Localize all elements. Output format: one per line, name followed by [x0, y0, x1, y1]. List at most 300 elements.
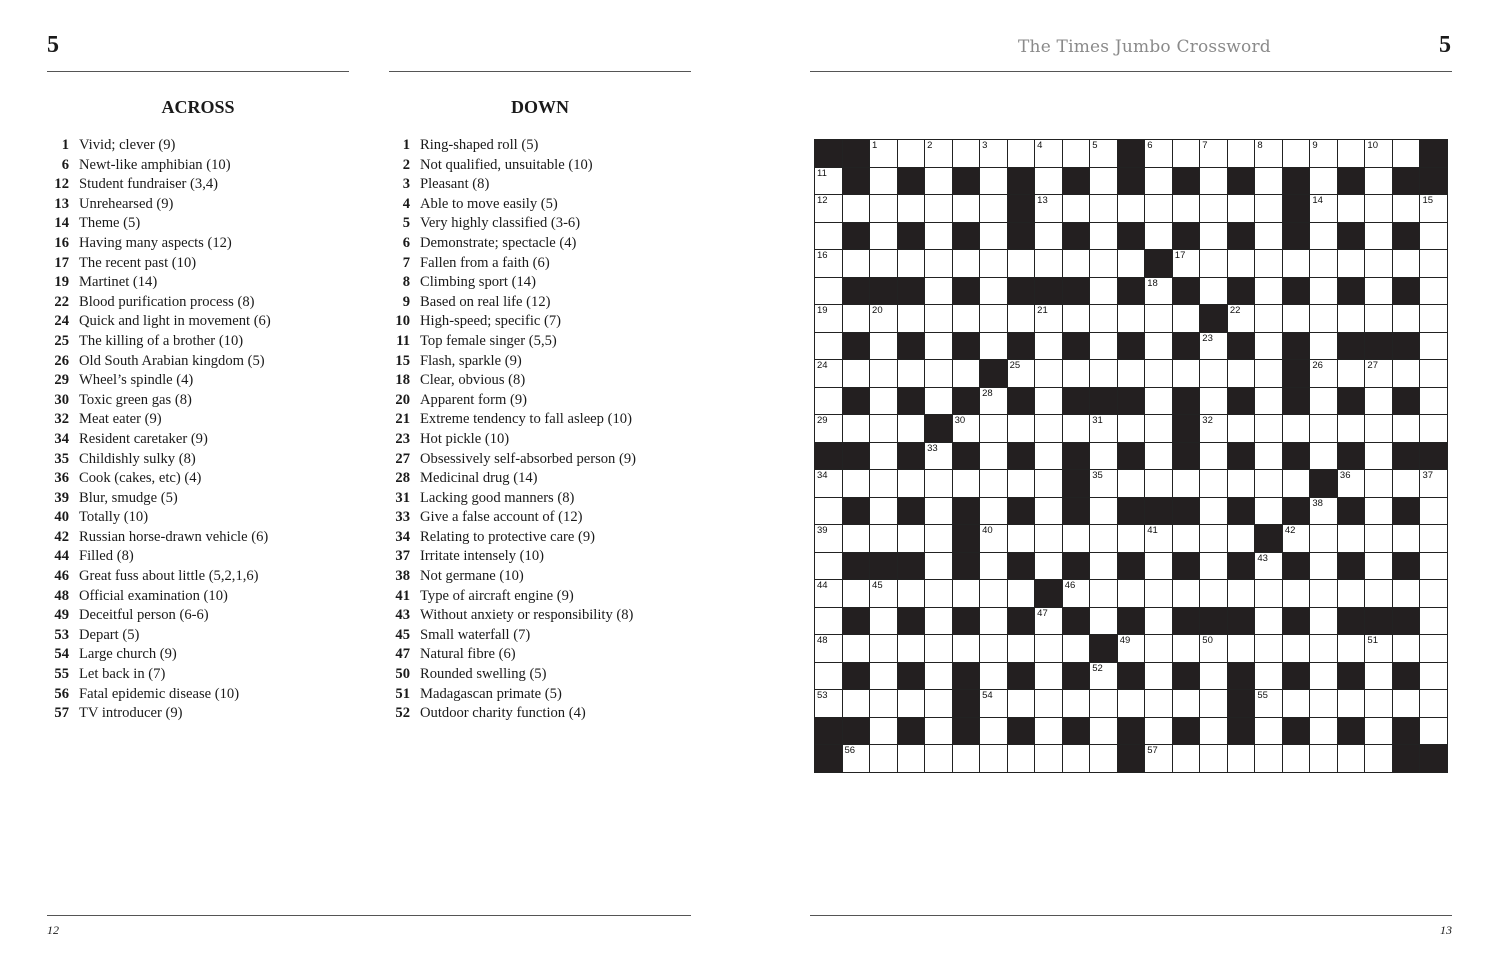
grid-cell[interactable]: [815, 498, 842, 525]
grid-cell[interactable]: [953, 305, 980, 332]
grid-cell[interactable]: [815, 663, 842, 690]
grid-cell[interactable]: [1420, 305, 1447, 332]
grid-cell[interactable]: [1255, 580, 1282, 607]
grid-cell[interactable]: [870, 305, 897, 332]
grid-cell[interactable]: [980, 305, 1007, 332]
grid-cell[interactable]: [1035, 498, 1062, 525]
grid-cell[interactable]: [1035, 443, 1062, 470]
grid-cell[interactable]: [1283, 140, 1310, 167]
grid-cell[interactable]: [815, 195, 842, 222]
grid-cell[interactable]: [1035, 690, 1062, 717]
grid-cell[interactable]: [1145, 580, 1172, 607]
grid-cell[interactable]: [1200, 168, 1227, 195]
grid-cell[interactable]: [1283, 415, 1310, 442]
grid-cell[interactable]: [1420, 498, 1447, 525]
grid-cell[interactable]: [1310, 580, 1337, 607]
grid-cell[interactable]: [1035, 250, 1062, 277]
grid-cell[interactable]: [1365, 360, 1392, 387]
grid-cell[interactable]: [1200, 278, 1227, 305]
grid-cell[interactable]: [1173, 470, 1200, 497]
grid-cell[interactable]: [1090, 525, 1117, 552]
grid-cell[interactable]: [1228, 250, 1255, 277]
grid-cell[interactable]: [898, 635, 925, 662]
grid-cell[interactable]: [1118, 580, 1145, 607]
grid-cell[interactable]: [1310, 140, 1337, 167]
grid-cell[interactable]: [1420, 663, 1447, 690]
grid-cell[interactable]: [1063, 415, 1090, 442]
grid-cell[interactable]: [1118, 470, 1145, 497]
grid-cell[interactable]: [1255, 195, 1282, 222]
grid-cell[interactable]: [1200, 415, 1227, 442]
grid-cell[interactable]: [980, 250, 1007, 277]
grid-cell[interactable]: [1283, 525, 1310, 552]
grid-cell[interactable]: [1310, 498, 1337, 525]
grid-cell[interactable]: [870, 140, 897, 167]
grid-cell[interactable]: [925, 608, 952, 635]
grid-cell[interactable]: [1008, 635, 1035, 662]
grid-cell[interactable]: [1035, 360, 1062, 387]
grid-cell[interactable]: [843, 745, 870, 772]
grid-cell[interactable]: [870, 195, 897, 222]
grid-cell[interactable]: [1200, 580, 1227, 607]
grid-cell[interactable]: [1365, 278, 1392, 305]
grid-cell[interactable]: [898, 525, 925, 552]
grid-cell[interactable]: [1145, 663, 1172, 690]
grid-cell[interactable]: [1228, 525, 1255, 552]
grid-cell[interactable]: [1365, 140, 1392, 167]
grid-cell[interactable]: [1008, 360, 1035, 387]
grid-cell[interactable]: [898, 360, 925, 387]
grid-cell[interactable]: [1420, 415, 1447, 442]
grid-cell[interactable]: [1310, 333, 1337, 360]
grid-cell[interactable]: [1173, 250, 1200, 277]
grid-cell[interactable]: [1200, 525, 1227, 552]
grid-cell[interactable]: [1393, 635, 1420, 662]
grid-cell[interactable]: [1365, 223, 1392, 250]
grid-cell[interactable]: [1255, 498, 1282, 525]
grid-cell[interactable]: [1200, 663, 1227, 690]
grid-cell[interactable]: [843, 635, 870, 662]
grid-cell[interactable]: [1310, 223, 1337, 250]
grid-cell[interactable]: [1090, 333, 1117, 360]
grid-cell[interactable]: [1145, 333, 1172, 360]
grid-cell[interactable]: [980, 140, 1007, 167]
grid-cell[interactable]: [898, 250, 925, 277]
grid-cell[interactable]: [815, 333, 842, 360]
grid-cell[interactable]: [1200, 360, 1227, 387]
grid-cell[interactable]: [1365, 415, 1392, 442]
grid-cell[interactable]: [870, 470, 897, 497]
grid-cell[interactable]: [980, 635, 1007, 662]
grid-cell[interactable]: [870, 388, 897, 415]
grid-cell[interactable]: [1145, 415, 1172, 442]
grid-cell[interactable]: [1420, 470, 1447, 497]
grid-cell[interactable]: [1173, 580, 1200, 607]
grid-cell[interactable]: [870, 360, 897, 387]
grid-cell[interactable]: [1255, 415, 1282, 442]
grid-cell[interactable]: [1035, 470, 1062, 497]
grid-cell[interactable]: [925, 635, 952, 662]
grid-cell[interactable]: [1338, 525, 1365, 552]
grid-cell[interactable]: [1063, 305, 1090, 332]
grid-cell[interactable]: [843, 470, 870, 497]
grid-cell[interactable]: [1090, 250, 1117, 277]
grid-cell[interactable]: [1063, 635, 1090, 662]
grid-cell[interactable]: [1200, 718, 1227, 745]
grid-cell[interactable]: [1310, 195, 1337, 222]
grid-cell[interactable]: [898, 415, 925, 442]
grid-cell[interactable]: [1008, 470, 1035, 497]
grid-cell[interactable]: [1310, 250, 1337, 277]
grid-cell[interactable]: [980, 745, 1007, 772]
grid-cell[interactable]: [980, 580, 1007, 607]
grid-cell[interactable]: [815, 278, 842, 305]
grid-cell[interactable]: [1145, 718, 1172, 745]
grid-cell[interactable]: [980, 608, 1007, 635]
grid-cell[interactable]: [1118, 635, 1145, 662]
grid-cell[interactable]: [980, 278, 1007, 305]
grid-cell[interactable]: [1365, 635, 1392, 662]
grid-cell[interactable]: [1420, 553, 1447, 580]
grid-cell[interactable]: [1035, 718, 1062, 745]
grid-cell[interactable]: [1365, 553, 1392, 580]
grid-cell[interactable]: [980, 443, 1007, 470]
grid-cell[interactable]: [1228, 140, 1255, 167]
grid-cell[interactable]: [1365, 663, 1392, 690]
grid-cell[interactable]: [925, 745, 952, 772]
grid-cell[interactable]: [1200, 388, 1227, 415]
grid-cell[interactable]: [1035, 388, 1062, 415]
grid-cell[interactable]: [1310, 690, 1337, 717]
grid-cell[interactable]: [870, 250, 897, 277]
grid-cell[interactable]: [843, 250, 870, 277]
grid-cell[interactable]: [1365, 470, 1392, 497]
grid-cell[interactable]: [1090, 223, 1117, 250]
grid-cell[interactable]: [1035, 223, 1062, 250]
grid-cell[interactable]: [1118, 415, 1145, 442]
grid-cell[interactable]: [1200, 333, 1227, 360]
grid-cell[interactable]: [898, 745, 925, 772]
grid-cell[interactable]: [815, 635, 842, 662]
grid-cell[interactable]: [1365, 250, 1392, 277]
grid-cell[interactable]: [1255, 333, 1282, 360]
grid-cell[interactable]: [1145, 360, 1172, 387]
grid-cell[interactable]: [1255, 305, 1282, 332]
grid-cell[interactable]: [980, 690, 1007, 717]
grid-cell[interactable]: [980, 168, 1007, 195]
grid-cell[interactable]: [1035, 333, 1062, 360]
grid-cell[interactable]: [1228, 360, 1255, 387]
grid-cell[interactable]: [1200, 635, 1227, 662]
grid-cell[interactable]: [1090, 553, 1117, 580]
grid-cell[interactable]: [1008, 745, 1035, 772]
grid-cell[interactable]: [1228, 415, 1255, 442]
grid-cell[interactable]: [1008, 525, 1035, 552]
grid-cell[interactable]: [1365, 305, 1392, 332]
grid-cell[interactable]: [1090, 278, 1117, 305]
grid-cell[interactable]: [870, 745, 897, 772]
grid-cell[interactable]: [925, 718, 952, 745]
grid-cell[interactable]: [1090, 745, 1117, 772]
grid-cell[interactable]: [870, 168, 897, 195]
grid-cell[interactable]: [1310, 608, 1337, 635]
grid-cell[interactable]: [1283, 745, 1310, 772]
grid-cell[interactable]: [1173, 360, 1200, 387]
grid-cell[interactable]: [1420, 333, 1447, 360]
grid-cell[interactable]: [1145, 223, 1172, 250]
grid-cell[interactable]: [1008, 305, 1035, 332]
grid-cell[interactable]: [1283, 690, 1310, 717]
grid-cell[interactable]: [1393, 305, 1420, 332]
grid-cell[interactable]: [925, 580, 952, 607]
grid-cell[interactable]: [815, 388, 842, 415]
grid-cell[interactable]: [1255, 360, 1282, 387]
grid-cell[interactable]: [1338, 250, 1365, 277]
grid-cell[interactable]: [953, 580, 980, 607]
grid-cell[interactable]: [1090, 580, 1117, 607]
grid-cell[interactable]: [898, 690, 925, 717]
grid-cell[interactable]: [870, 443, 897, 470]
grid-cell[interactable]: [1393, 525, 1420, 552]
grid-cell[interactable]: [843, 195, 870, 222]
grid-cell[interactable]: [1228, 635, 1255, 662]
grid-cell[interactable]: [925, 305, 952, 332]
grid-cell[interactable]: [1090, 498, 1117, 525]
grid-cell[interactable]: [1173, 195, 1200, 222]
grid-cell[interactable]: [1200, 470, 1227, 497]
grid-cell[interactable]: [1200, 745, 1227, 772]
grid-cell[interactable]: [925, 195, 952, 222]
grid-cell[interactable]: [815, 168, 842, 195]
grid-cell[interactable]: [980, 388, 1007, 415]
grid-cell[interactable]: [870, 718, 897, 745]
grid-cell[interactable]: [1393, 580, 1420, 607]
grid-cell[interactable]: [1255, 443, 1282, 470]
grid-cell[interactable]: [1365, 168, 1392, 195]
grid-cell[interactable]: [1393, 140, 1420, 167]
grid-cell[interactable]: [870, 635, 897, 662]
grid-cell[interactable]: [1338, 415, 1365, 442]
grid-cell[interactable]: [843, 525, 870, 552]
grid-cell[interactable]: [1420, 580, 1447, 607]
grid-cell[interactable]: [1310, 278, 1337, 305]
grid-cell[interactable]: [953, 635, 980, 662]
grid-cell[interactable]: [1035, 195, 1062, 222]
grid-cell[interactable]: [898, 195, 925, 222]
grid-cell[interactable]: [953, 470, 980, 497]
grid-cell[interactable]: [815, 690, 842, 717]
grid-cell[interactable]: [1200, 498, 1227, 525]
grid-cell[interactable]: [1090, 305, 1117, 332]
grid-cell[interactable]: [980, 195, 1007, 222]
grid-cell[interactable]: [1200, 140, 1227, 167]
grid-cell[interactable]: [1008, 580, 1035, 607]
grid-cell[interactable]: [1035, 140, 1062, 167]
grid-cell[interactable]: [1063, 580, 1090, 607]
grid-cell[interactable]: [1255, 388, 1282, 415]
grid-cell[interactable]: [1145, 635, 1172, 662]
grid-cell[interactable]: [1200, 443, 1227, 470]
grid-cell[interactable]: [1173, 635, 1200, 662]
grid-cell[interactable]: [1393, 470, 1420, 497]
grid-cell[interactable]: [1338, 305, 1365, 332]
grid-cell[interactable]: [953, 195, 980, 222]
grid-cell[interactable]: [1118, 525, 1145, 552]
grid-cell[interactable]: [980, 470, 1007, 497]
grid-cell[interactable]: [898, 305, 925, 332]
grid-cell[interactable]: [1365, 498, 1392, 525]
grid-cell[interactable]: [1310, 553, 1337, 580]
grid-cell[interactable]: [1255, 278, 1282, 305]
grid-cell[interactable]: [925, 553, 952, 580]
grid-cell[interactable]: [925, 470, 952, 497]
grid-cell[interactable]: [870, 333, 897, 360]
grid-cell[interactable]: [1393, 690, 1420, 717]
grid-cell[interactable]: [1090, 608, 1117, 635]
grid-cell[interactable]: [1008, 690, 1035, 717]
grid-cell[interactable]: [1255, 608, 1282, 635]
grid-cell[interactable]: [1090, 415, 1117, 442]
grid-cell[interactable]: [1255, 470, 1282, 497]
grid-cell[interactable]: [1310, 443, 1337, 470]
grid-cell[interactable]: [815, 250, 842, 277]
grid-cell[interactable]: [1255, 168, 1282, 195]
grid-cell[interactable]: [1145, 553, 1172, 580]
grid-cell[interactable]: [925, 140, 952, 167]
grid-cell[interactable]: [1338, 580, 1365, 607]
grid-cell[interactable]: [1365, 690, 1392, 717]
grid-cell[interactable]: [1090, 663, 1117, 690]
grid-cell[interactable]: [1283, 635, 1310, 662]
grid-cell[interactable]: [815, 525, 842, 552]
grid-cell[interactable]: [953, 250, 980, 277]
grid-cell[interactable]: [1338, 140, 1365, 167]
grid-cell[interactable]: [1310, 663, 1337, 690]
grid-cell[interactable]: [870, 580, 897, 607]
grid-cell[interactable]: [1200, 690, 1227, 717]
grid-cell[interactable]: [953, 360, 980, 387]
grid-cell[interactable]: [1008, 415, 1035, 442]
grid-cell[interactable]: [925, 525, 952, 552]
grid-cell[interactable]: [980, 223, 1007, 250]
grid-cell[interactable]: [1145, 388, 1172, 415]
grid-cell[interactable]: [1145, 278, 1172, 305]
grid-cell[interactable]: [1338, 470, 1365, 497]
grid-cell[interactable]: [1420, 608, 1447, 635]
grid-cell[interactable]: [1173, 745, 1200, 772]
grid-cell[interactable]: [1310, 718, 1337, 745]
grid-cell[interactable]: [843, 690, 870, 717]
grid-cell[interactable]: [870, 525, 897, 552]
grid-cell[interactable]: [843, 305, 870, 332]
grid-cell[interactable]: [1118, 690, 1145, 717]
grid-cell[interactable]: [1008, 140, 1035, 167]
grid-cell[interactable]: [1200, 250, 1227, 277]
grid-cell[interactable]: [1145, 608, 1172, 635]
grid-cell[interactable]: [925, 388, 952, 415]
grid-cell[interactable]: [925, 223, 952, 250]
grid-cell[interactable]: [1145, 305, 1172, 332]
grid-cell[interactable]: [1145, 745, 1172, 772]
grid-cell[interactable]: [1420, 223, 1447, 250]
grid-cell[interactable]: [815, 415, 842, 442]
grid-cell[interactable]: [1420, 388, 1447, 415]
grid-cell[interactable]: [1365, 388, 1392, 415]
grid-cell[interactable]: [1228, 745, 1255, 772]
grid-cell[interactable]: [1310, 525, 1337, 552]
grid-cell[interactable]: [1035, 525, 1062, 552]
grid-cell[interactable]: [980, 333, 1007, 360]
grid-cell[interactable]: [1035, 415, 1062, 442]
grid-cell[interactable]: [1035, 745, 1062, 772]
grid-cell[interactable]: [1228, 470, 1255, 497]
grid-cell[interactable]: [1255, 223, 1282, 250]
grid-cell[interactable]: [815, 470, 842, 497]
grid-cell[interactable]: [1035, 663, 1062, 690]
grid-cell[interactable]: [1035, 168, 1062, 195]
grid-cell[interactable]: [925, 360, 952, 387]
grid-cell[interactable]: [1090, 360, 1117, 387]
grid-cell[interactable]: [1310, 635, 1337, 662]
grid-cell[interactable]: [1255, 250, 1282, 277]
grid-cell[interactable]: [870, 498, 897, 525]
grid-cell[interactable]: [1338, 635, 1365, 662]
grid-cell[interactable]: [1200, 223, 1227, 250]
grid-cell[interactable]: [1393, 360, 1420, 387]
grid-cell[interactable]: [815, 305, 842, 332]
grid-cell[interactable]: [1063, 250, 1090, 277]
grid-cell[interactable]: [925, 498, 952, 525]
grid-cell[interactable]: [980, 718, 1007, 745]
grid-cell[interactable]: [1063, 745, 1090, 772]
grid-cell[interactable]: [1310, 360, 1337, 387]
grid-cell[interactable]: [1338, 360, 1365, 387]
grid-cell[interactable]: [843, 580, 870, 607]
grid-cell[interactable]: [898, 580, 925, 607]
grid-cell[interactable]: [843, 415, 870, 442]
grid-cell[interactable]: [870, 690, 897, 717]
grid-cell[interactable]: [1090, 168, 1117, 195]
grid-cell[interactable]: [1173, 525, 1200, 552]
grid-cell[interactable]: [1118, 360, 1145, 387]
grid-cell[interactable]: [815, 608, 842, 635]
grid-cell[interactable]: [980, 415, 1007, 442]
grid-cell[interactable]: [1145, 443, 1172, 470]
grid-cell[interactable]: [1063, 525, 1090, 552]
grid-cell[interactable]: [815, 580, 842, 607]
grid-cell[interactable]: [1420, 278, 1447, 305]
grid-cell[interactable]: [1228, 580, 1255, 607]
grid-cell[interactable]: [1310, 745, 1337, 772]
grid-cell[interactable]: [925, 333, 952, 360]
grid-cell[interactable]: [1118, 250, 1145, 277]
grid-cell[interactable]: [1255, 745, 1282, 772]
grid-cell[interactable]: [1035, 305, 1062, 332]
grid-cell[interactable]: [1365, 443, 1392, 470]
grid-cell[interactable]: [1200, 553, 1227, 580]
grid-cell[interactable]: [1118, 305, 1145, 332]
grid-cell[interactable]: [925, 663, 952, 690]
grid-cell[interactable]: [1035, 553, 1062, 580]
grid-cell[interactable]: [1145, 168, 1172, 195]
grid-cell[interactable]: [1420, 525, 1447, 552]
grid-cell[interactable]: [1035, 635, 1062, 662]
grid-cell[interactable]: [870, 415, 897, 442]
grid-cell[interactable]: [1200, 195, 1227, 222]
grid-cell[interactable]: [1420, 195, 1447, 222]
grid-cell[interactable]: [1420, 360, 1447, 387]
grid-cell[interactable]: [1063, 140, 1090, 167]
